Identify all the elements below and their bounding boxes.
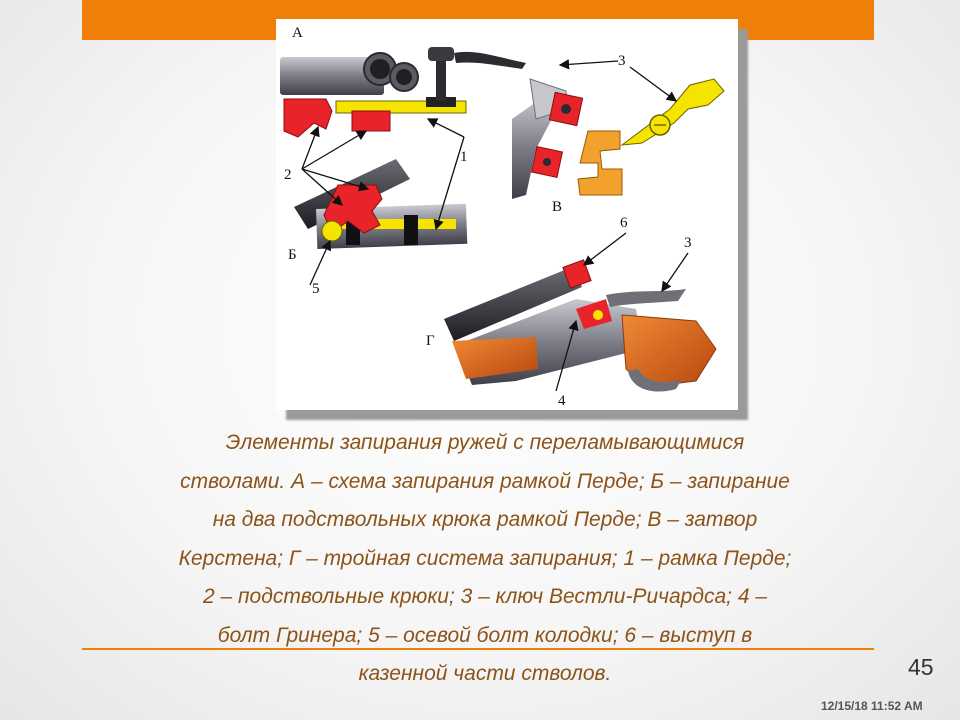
date-time-stamp: 12/15/18 11:52 AM — [821, 699, 923, 713]
panel-a-label: А — [292, 25, 303, 41]
panel-g-label: Г — [426, 333, 435, 349]
panel-g-drawing — [444, 260, 716, 392]
figure-locking-elements — [276, 19, 738, 410]
callout-1: 1 — [460, 149, 468, 165]
caption-line: Керстена; Г – тройная система запирания; 1 – рамка Перде; — [178, 546, 792, 570]
panel-a-drawing — [280, 47, 526, 137]
locking-diagram — [276, 19, 738, 410]
callout-5: 5 — [312, 281, 320, 297]
panel-v-drawing — [512, 79, 724, 199]
caption-line: на два подствольных крюка рамкой Перде; В – затвор — [212, 508, 758, 531]
caption-line: казенной части стволов. — [358, 662, 612, 685]
caption-line: стволами. А – схема запирания рамкой Перде; Б – запирание — [180, 469, 790, 493]
caption-line: Элементы запирания ружей с переламывающимися — [225, 431, 745, 454]
footer-divider — [82, 648, 874, 650]
figure-caption — [60, 424, 910, 694]
callout-6: 6 — [620, 215, 628, 231]
panel-b-drawing — [294, 159, 467, 249]
callout-3-bottom: 3 — [684, 235, 692, 251]
callout-3-top: 3 — [618, 53, 626, 69]
caption-line: болт Гринера; 5 – осевой болт колодки; 6 – выступ в — [217, 623, 753, 647]
panel-v-label: В — [552, 199, 563, 215]
page-number: 45 — [908, 654, 934, 680]
caption-line: 2 – подствольные крюки; 3 – ключ Вестли-Ричардса; 4 – — [202, 585, 768, 608]
callout-2: 2 — [284, 167, 292, 183]
panel-b-label: Б — [288, 247, 297, 263]
callout-4: 4 — [558, 393, 566, 409]
